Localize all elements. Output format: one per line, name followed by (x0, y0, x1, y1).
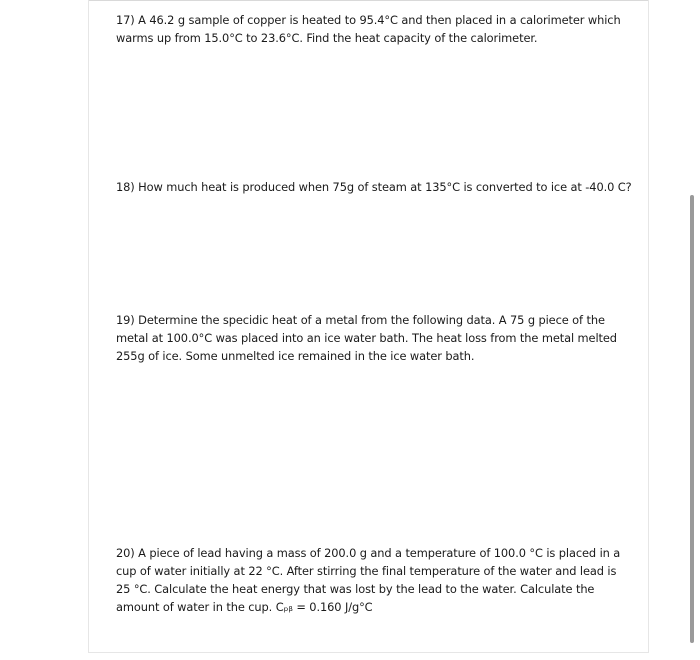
page-border-left (88, 0, 89, 652)
question-20: 20) A piece of lead having a mass of 200.0 g and a temperature of 100.0 °C is placed in a cup of water initially at 22 °C. After stirring the final temperature of the water and lead is 25 °C. Calculate the heat energy that was lost by the lead to the water. Calculate the amount of water in the cup. Cₚᵦ = 0.160 J/g°C (116, 546, 621, 614)
vertical-scrollbar[interactable] (690, 195, 694, 643)
question-19: 19) Determine the specidic heat of a metal from the following data. A 75 g piece of the metal at 100.0°C was placed into an ice water bath. The heat loss from the metal melted 255g of ice. Some unmelted ice remained in the ice water bath. (116, 313, 617, 363)
page-border-bottom (88, 652, 649, 653)
page-border-top (88, 0, 648, 1)
question-18: 18) How much heat is produced when 75g of steam at 135°C is converted to ice at -40.0 C? (116, 180, 632, 194)
page-border-right (648, 0, 649, 652)
question-17: 17) A 46.2 g sample of copper is heated to 95.4°C and then placed in a calorimeter which warms up from 15.0°C to 23.6°C. Find the heat capacity of the calorimeter. (116, 13, 621, 45)
